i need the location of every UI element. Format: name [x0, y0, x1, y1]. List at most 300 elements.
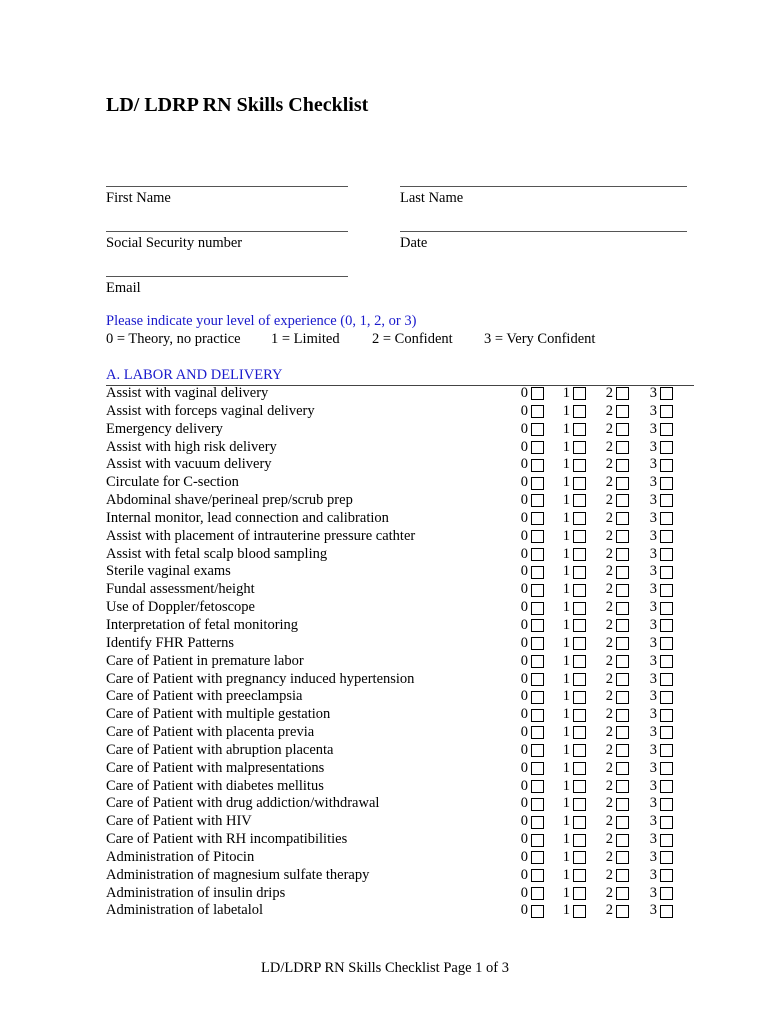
rating-checkbox-3[interactable] — [660, 494, 673, 507]
rating-checkbox-3[interactable] — [660, 655, 673, 668]
rating-checkbox-1[interactable] — [573, 459, 586, 472]
rating-checkbox-2[interactable] — [616, 477, 629, 490]
rating-option-2[interactable] — [603, 474, 629, 492]
rating-checkbox-2[interactable] — [616, 762, 629, 775]
rating-checkbox-3[interactable] — [660, 512, 673, 525]
rating-option-0[interactable] — [518, 688, 544, 706]
rating-option-1[interactable] — [560, 760, 586, 778]
rating-option-0[interactable] — [518, 671, 544, 689]
rating-checkbox-1[interactable] — [573, 726, 586, 739]
rating-checkbox-0[interactable] — [531, 709, 544, 722]
rating-checkbox-3[interactable] — [660, 709, 673, 722]
last-name-input[interactable] — [400, 168, 687, 185]
rating-option-3[interactable] — [647, 492, 673, 510]
rating-option-1[interactable] — [560, 688, 586, 706]
rating-checkbox-3[interactable] — [660, 566, 673, 579]
rating-checkbox-2[interactable] — [616, 423, 629, 436]
rating-option-0[interactable] — [518, 902, 544, 920]
rating-checkbox-2[interactable] — [616, 405, 629, 418]
rating-option-2[interactable] — [603, 510, 629, 528]
experience-instructions: Please indicate your level of experience (0, 1, 2, or 3) — [106, 313, 417, 329]
rating-checkbox-2[interactable] — [616, 459, 629, 472]
rating-checkbox-3[interactable] — [660, 548, 673, 561]
rating-option-3[interactable] — [647, 778, 673, 796]
rating-option-2[interactable] — [603, 546, 629, 564]
rating-option-0[interactable] — [518, 795, 544, 813]
rating-checkbox-2[interactable] — [616, 637, 629, 650]
rating-option-0[interactable] — [518, 528, 544, 546]
ssn-field[interactable] — [106, 231, 348, 252]
rating-checkbox-3[interactable] — [660, 798, 673, 811]
rating-option-0[interactable] — [518, 635, 544, 653]
rating-option-1[interactable] — [560, 653, 586, 671]
skill-row — [106, 885, 694, 903]
rating-option-1[interactable] — [560, 671, 586, 689]
rating-number: 3 — [649, 795, 657, 812]
rating-checkbox-3[interactable] — [660, 691, 673, 704]
rating-option-0[interactable] — [518, 653, 544, 671]
rating-option-1[interactable] — [560, 456, 586, 474]
rating-checkbox-1[interactable] — [573, 548, 586, 561]
rating-checkbox-1[interactable] — [573, 780, 586, 793]
rating-checkbox-0[interactable] — [531, 477, 544, 490]
rating-checkbox-2[interactable] — [616, 387, 629, 400]
rating-number: 2 — [605, 759, 613, 776]
rating-option-2[interactable] — [603, 421, 629, 439]
rating-number: 0 — [520, 884, 528, 901]
skill-label: Care of Patient with HIV — [106, 813, 252, 830]
rating-option-0[interactable] — [518, 706, 544, 724]
rating-option-1[interactable] — [560, 795, 586, 813]
rating-option-2[interactable] — [603, 671, 629, 689]
rating-checkbox-1[interactable] — [573, 691, 586, 704]
rating-number: 0 — [520, 848, 528, 865]
rating-checkbox-1[interactable] — [573, 619, 586, 632]
rating-checkbox-1[interactable] — [573, 566, 586, 579]
rating-checkbox-1[interactable] — [573, 441, 586, 454]
rating-checkbox-2[interactable] — [616, 619, 629, 632]
skill-row — [106, 439, 694, 457]
rating-option-3[interactable] — [647, 421, 673, 439]
rating-number: 2 — [605, 848, 613, 865]
rating-number: 2 — [605, 616, 613, 633]
rating-option-2[interactable] — [603, 813, 629, 831]
rating-checkbox-1[interactable] — [573, 477, 586, 490]
rating-checkbox-0[interactable] — [531, 405, 544, 418]
rating-option-1[interactable] — [560, 563, 586, 581]
skill-label: Circulate for C-section — [106, 474, 239, 491]
date-label: Date — [400, 235, 428, 251]
rating-option-2[interactable] — [603, 778, 629, 796]
rating-option-3[interactable] — [647, 528, 673, 546]
rating-option-3[interactable] — [647, 563, 673, 581]
rating-checkbox-0[interactable] — [531, 744, 544, 757]
rating-checkbox-1[interactable] — [573, 530, 586, 543]
rating-number: 2 — [605, 866, 613, 883]
rating-checkbox-3[interactable] — [660, 869, 673, 882]
rating-number: 1 — [562, 759, 570, 776]
rating-checkbox-1[interactable] — [573, 834, 586, 847]
rating-checkbox-3[interactable] — [660, 477, 673, 490]
rating-option-0[interactable] — [518, 617, 544, 635]
rating-number: 1 — [562, 599, 570, 616]
rating-checkbox-0[interactable] — [531, 762, 544, 775]
rating-checkbox-1[interactable] — [573, 851, 586, 864]
rating-checkbox-0[interactable] — [531, 637, 544, 650]
rating-checkbox-1[interactable] — [573, 494, 586, 507]
rating-checkbox-0[interactable] — [531, 834, 544, 847]
rating-checkbox-1[interactable] — [573, 637, 586, 650]
rating-number: 1 — [562, 492, 570, 509]
rating-checkbox-2[interactable] — [616, 780, 629, 793]
rating-checkbox-2[interactable] — [616, 744, 629, 757]
rating-option-1[interactable] — [560, 403, 586, 421]
rating-checkbox-2[interactable] — [616, 834, 629, 847]
rating-option-0[interactable] — [518, 492, 544, 510]
rating-option-3[interactable] — [647, 653, 673, 671]
rating-checkbox-2[interactable] — [616, 726, 629, 739]
email-field[interactable] — [106, 276, 348, 297]
rating-option-3[interactable] — [647, 706, 673, 724]
rating-option-1[interactable] — [560, 421, 586, 439]
email-input[interactable] — [106, 258, 348, 275]
rating-number: 3 — [649, 634, 657, 651]
rating-checkbox-3[interactable] — [660, 619, 673, 632]
rating-checkbox-1[interactable] — [573, 387, 586, 400]
rating-option-0[interactable] — [518, 813, 544, 831]
rating-option-0[interactable] — [518, 456, 544, 474]
rating-option-2[interactable] — [603, 902, 629, 920]
rating-checkbox-0[interactable] — [531, 441, 544, 454]
rating-checkbox-1[interactable] — [573, 744, 586, 757]
rating-option-0[interactable] — [518, 546, 544, 564]
first-name-field[interactable] — [106, 186, 348, 207]
rating-checkbox-3[interactable] — [660, 423, 673, 436]
rating-option-0[interactable] — [518, 581, 544, 599]
skill-row — [106, 706, 694, 724]
rating-checkbox-2[interactable] — [616, 512, 629, 525]
rating-checkbox-0[interactable] — [531, 566, 544, 579]
rating-option-2[interactable] — [603, 456, 629, 474]
rating-checkbox-1[interactable] — [573, 798, 586, 811]
rating-option-1[interactable] — [560, 439, 586, 457]
rating-checkbox-1[interactable] — [573, 655, 586, 668]
rating-option-3[interactable] — [647, 403, 673, 421]
skill-label: Sterile vaginal exams — [106, 563, 231, 580]
rating-checkbox-2[interactable] — [616, 709, 629, 722]
rating-option-2[interactable] — [603, 563, 629, 581]
rating-number: 0 — [520, 831, 528, 848]
rating-checkbox-2[interactable] — [616, 548, 629, 561]
rating-checkbox-0[interactable] — [531, 655, 544, 668]
rating-option-1[interactable] — [560, 813, 586, 831]
rating-option-1[interactable] — [560, 510, 586, 528]
rating-option-1[interactable] — [560, 831, 586, 849]
skill-label: Assist with vacuum delivery — [106, 456, 272, 473]
rating-checkbox-2[interactable] — [616, 655, 629, 668]
rating-option-0[interactable] — [518, 885, 544, 903]
rating-checkbox-0[interactable] — [531, 851, 544, 864]
rating-option-0[interactable] — [518, 599, 544, 617]
rating-number: 0 — [520, 581, 528, 598]
rating-checkbox-1[interactable] — [573, 512, 586, 525]
rating-checkbox-3[interactable] — [660, 530, 673, 543]
rating-checkbox-3[interactable] — [660, 637, 673, 650]
rating-checkbox-2[interactable] — [616, 441, 629, 454]
rating-checkbox-3[interactable] — [660, 405, 673, 418]
rating-number: 3 — [649, 706, 657, 723]
rating-number: 2 — [605, 438, 613, 455]
rating-checkbox-2[interactable] — [616, 816, 629, 829]
rating-option-0[interactable] — [518, 385, 544, 403]
rating-option-0[interactable] — [518, 510, 544, 528]
rating-option-3[interactable] — [647, 688, 673, 706]
rating-option-2[interactable] — [603, 849, 629, 867]
rating-checkbox-0[interactable] — [531, 887, 544, 900]
rating-number: 3 — [649, 599, 657, 616]
rating-checkbox-3[interactable] — [660, 762, 673, 775]
rating-number: 3 — [649, 438, 657, 455]
rating-option-1[interactable] — [560, 849, 586, 867]
rating-option-0[interactable] — [518, 403, 544, 421]
rating-option-1[interactable] — [560, 885, 586, 903]
first-name-input[interactable] — [106, 168, 348, 185]
rating-checkbox-2[interactable] — [616, 905, 629, 918]
rating-option-3[interactable] — [647, 795, 673, 813]
rating-number: 2 — [605, 688, 613, 705]
rating-checkbox-3[interactable] — [660, 726, 673, 739]
rating-checkbox-3[interactable] — [660, 905, 673, 918]
rating-checkbox-2[interactable] — [616, 869, 629, 882]
rating-option-1[interactable] — [560, 528, 586, 546]
rating-option-3[interactable] — [647, 635, 673, 653]
rating-checkbox-2[interactable] — [616, 798, 629, 811]
rating-checkbox-2[interactable] — [616, 494, 629, 507]
skill-row — [106, 902, 694, 920]
rating-checkbox-0[interactable] — [531, 459, 544, 472]
rating-option-3[interactable] — [647, 474, 673, 492]
skill-row — [106, 724, 694, 742]
rating-checkbox-1[interactable] — [573, 887, 586, 900]
rating-checkbox-0[interactable] — [531, 798, 544, 811]
rating-checkbox-2[interactable] — [616, 530, 629, 543]
rating-checkbox-2[interactable] — [616, 887, 629, 900]
rating-checkbox-2[interactable] — [616, 584, 629, 597]
skill-label: Care of Patient in premature labor — [106, 652, 304, 669]
skill-row — [106, 563, 694, 581]
rating-checkbox-3[interactable] — [660, 584, 673, 597]
rating-checkbox-0[interactable] — [531, 494, 544, 507]
rating-checkbox-0[interactable] — [531, 726, 544, 739]
first-name-line — [106, 186, 348, 187]
rating-option-3[interactable] — [647, 456, 673, 474]
rating-option-0[interactable] — [518, 867, 544, 885]
rating-option-2[interactable] — [603, 439, 629, 457]
rating-checkbox-0[interactable] — [531, 602, 544, 615]
rating-option-3[interactable] — [647, 831, 673, 849]
rating-number: 0 — [520, 474, 528, 491]
rating-option-3[interactable] — [647, 867, 673, 885]
rating-option-0[interactable] — [518, 724, 544, 742]
rating-option-2[interactable] — [603, 760, 629, 778]
rating-option-3[interactable] — [647, 439, 673, 457]
rating-option-3[interactable] — [647, 885, 673, 903]
rating-checkbox-0[interactable] — [531, 905, 544, 918]
rating-option-3[interactable] — [647, 671, 673, 689]
rating-option-2[interactable] — [603, 617, 629, 635]
last-name-field[interactable] — [400, 186, 687, 207]
rating-option-1[interactable] — [560, 867, 586, 885]
rating-option-3[interactable] — [647, 581, 673, 599]
rating-checkbox-3[interactable] — [660, 441, 673, 454]
skill-row — [106, 492, 694, 510]
rating-checkbox-1[interactable] — [573, 423, 586, 436]
page-footer: LD/LDRP RN Skills Checklist Page 1 of 3 — [261, 960, 509, 976]
rating-number: 1 — [562, 724, 570, 741]
rating-option-2[interactable] — [603, 688, 629, 706]
rating-checkbox-1[interactable] — [573, 905, 586, 918]
rating-option-0[interactable] — [518, 439, 544, 457]
rating-checkbox-0[interactable] — [531, 673, 544, 686]
rating-checkbox-3[interactable] — [660, 744, 673, 757]
rating-option-2[interactable] — [603, 885, 629, 903]
rating-checkbox-3[interactable] — [660, 834, 673, 847]
rating-option-2[interactable] — [603, 528, 629, 546]
rating-option-2[interactable] — [603, 599, 629, 617]
rating-option-1[interactable] — [560, 492, 586, 510]
rating-option-3[interactable] — [647, 385, 673, 403]
rating-checkbox-2[interactable] — [616, 673, 629, 686]
rating-option-1[interactable] — [560, 385, 586, 403]
rating-option-2[interactable] — [603, 653, 629, 671]
skill-label: Emergency delivery — [106, 420, 223, 437]
date-field[interactable] — [400, 231, 687, 252]
rating-checkbox-1[interactable] — [573, 709, 586, 722]
rating-checkbox-0[interactable] — [531, 691, 544, 704]
rating-checkbox-0[interactable] — [531, 584, 544, 597]
rating-number: 0 — [520, 902, 528, 919]
rating-number: 3 — [649, 902, 657, 919]
rating-checkbox-3[interactable] — [660, 780, 673, 793]
rating-checkbox-3[interactable] — [660, 816, 673, 829]
rating-option-0[interactable] — [518, 421, 544, 439]
rating-option-1[interactable] — [560, 635, 586, 653]
rating-option-1[interactable] — [560, 474, 586, 492]
rating-checkbox-2[interactable] — [616, 602, 629, 615]
rating-checkbox-2[interactable] — [616, 691, 629, 704]
rating-option-0[interactable] — [518, 849, 544, 867]
rating-checkbox-1[interactable] — [573, 673, 586, 686]
rating-number: 2 — [605, 777, 613, 794]
rating-option-1[interactable] — [560, 546, 586, 564]
rating-checkbox-2[interactable] — [616, 566, 629, 579]
rating-option-1[interactable] — [560, 742, 586, 760]
rating-checkbox-1[interactable] — [573, 602, 586, 615]
rating-option-3[interactable] — [647, 902, 673, 920]
rating-option-0[interactable] — [518, 474, 544, 492]
rating-checkbox-3[interactable] — [660, 459, 673, 472]
rating-option-1[interactable] — [560, 581, 586, 599]
rating-checkbox-3[interactable] — [660, 673, 673, 686]
rating-option-2[interactable] — [603, 795, 629, 813]
rating-option-1[interactable] — [560, 724, 586, 742]
rating-option-2[interactable] — [603, 492, 629, 510]
rating-option-3[interactable] — [647, 813, 673, 831]
skill-label: Care of Patient with malpresentations — [106, 759, 325, 776]
rating-checkbox-0[interactable] — [531, 816, 544, 829]
rating-option-0[interactable] — [518, 831, 544, 849]
rating-option-0[interactable] — [518, 563, 544, 581]
date-input[interactable] — [400, 213, 687, 230]
rating-checkbox-1[interactable] — [573, 405, 586, 418]
rating-option-2[interactable] — [603, 867, 629, 885]
rating-checkbox-0[interactable] — [531, 869, 544, 882]
last-name-label: Last Name — [400, 190, 464, 206]
rating-checkbox-1[interactable] — [573, 869, 586, 882]
rating-option-2[interactable] — [603, 385, 629, 403]
rating-checkbox-0[interactable] — [531, 619, 544, 632]
rating-option-1[interactable] — [560, 778, 586, 796]
rating-option-0[interactable] — [518, 778, 544, 796]
rating-checkbox-0[interactable] — [531, 512, 544, 525]
rating-number: 2 — [605, 670, 613, 687]
rating-option-1[interactable] — [560, 599, 586, 617]
rating-option-2[interactable] — [603, 706, 629, 724]
rating-checkbox-2[interactable] — [616, 851, 629, 864]
rating-option-3[interactable] — [647, 599, 673, 617]
rating-checkbox-1[interactable] — [573, 816, 586, 829]
rating-option-0[interactable] — [518, 742, 544, 760]
rating-option-3[interactable] — [647, 510, 673, 528]
rating-checkbox-0[interactable] — [531, 423, 544, 436]
skill-row — [106, 581, 694, 599]
rating-checkbox-0[interactable] — [531, 780, 544, 793]
rating-option-2[interactable] — [603, 635, 629, 653]
rating-number: 1 — [562, 706, 570, 723]
rating-option-2[interactable] — [603, 831, 629, 849]
rating-option-3[interactable] — [647, 546, 673, 564]
rating-number: 0 — [520, 813, 528, 830]
rating-option-3[interactable] — [647, 849, 673, 867]
rating-checkbox-3[interactable] — [660, 387, 673, 400]
rating-checkbox-0[interactable] — [531, 387, 544, 400]
rating-checkbox-0[interactable] — [531, 548, 544, 561]
rating-number: 0 — [520, 759, 528, 776]
rating-option-1[interactable] — [560, 902, 586, 920]
rating-option-3[interactable] — [647, 760, 673, 778]
rating-checkbox-3[interactable] — [660, 851, 673, 864]
rating-option-1[interactable] — [560, 706, 586, 724]
rating-number: 1 — [562, 670, 570, 687]
rating-option-1[interactable] — [560, 617, 586, 635]
rating-checkbox-1[interactable] — [573, 762, 586, 775]
rating-option-3[interactable] — [647, 617, 673, 635]
rating-number: 2 — [605, 795, 613, 812]
rating-checkbox-1[interactable] — [573, 584, 586, 597]
rating-option-2[interactable] — [603, 724, 629, 742]
skill-row — [106, 742, 694, 760]
rating-option-3[interactable] — [647, 742, 673, 760]
rating-checkbox-0[interactable] — [531, 530, 544, 543]
rating-option-0[interactable] — [518, 760, 544, 778]
rating-option-2[interactable] — [603, 403, 629, 421]
rating-option-2[interactable] — [603, 581, 629, 599]
rating-option-3[interactable] — [647, 724, 673, 742]
rating-checkbox-3[interactable] — [660, 887, 673, 900]
rating-checkbox-3[interactable] — [660, 602, 673, 615]
rating-option-2[interactable] — [603, 742, 629, 760]
ssn-input[interactable] — [106, 213, 348, 230]
